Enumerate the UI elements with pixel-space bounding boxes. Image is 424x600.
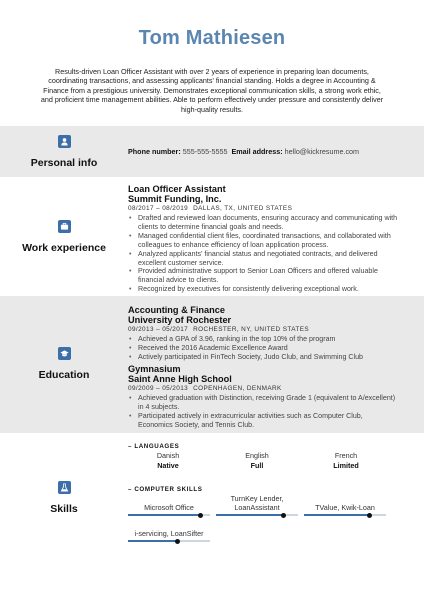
personal-info-section xyxy=(0,126,424,177)
education-location: COPENHAGEN, DENMARK xyxy=(193,385,282,392)
education-entry xyxy=(128,305,398,362)
education-bullets xyxy=(128,394,398,430)
section-title-education: Education xyxy=(38,369,90,381)
email-label: Email address: xyxy=(231,147,283,156)
job-bullets xyxy=(128,214,398,294)
work-experience-section xyxy=(0,177,424,296)
computer-skill-item xyxy=(128,529,210,542)
briefcase-icon xyxy=(58,220,71,233)
language-name: Danish xyxy=(156,451,180,460)
list-item: • Participated actively in extracurricular activities such as Computer Club, Economics Society, and Tennis Club. xyxy=(128,412,398,430)
phone-value: 555-555-5555 xyxy=(182,147,228,156)
education-location: ROCHESTER, NY, UNITED STATES xyxy=(193,326,310,333)
degree-title: Gymnasium xyxy=(128,364,181,374)
education-dates: 09/2013 – 05/2017 xyxy=(128,326,189,333)
language-name: English xyxy=(245,451,269,460)
job-meta xyxy=(128,205,398,213)
computer-skill-name: i-servicing, LoanSifter xyxy=(134,529,204,538)
degree-title: Accounting & Finance xyxy=(128,305,225,315)
computer-skill-item xyxy=(304,503,386,516)
graduation-cap-icon xyxy=(58,347,71,360)
skill-level-knob xyxy=(175,539,180,544)
skill-level-track xyxy=(304,514,386,516)
computer-skill-name: TValue, Kwik-Loan xyxy=(315,503,375,512)
skill-level-fill xyxy=(128,514,200,516)
education-entry xyxy=(128,364,398,430)
section-title-work-experience: Work experience xyxy=(22,242,106,254)
language-level: Native xyxy=(157,461,179,470)
profile-summary: Results-driven Loan Officer Assistant with over 2 years of experience in preparing loan documents, coordinating transactions, and assessing applicants' financial standing. Holds a degree in Accounting & Finance from a prestigious university. Demonstrates exceptional communication skills, a strong work ethic, and proficient time management abilities. Able to perform effectively under pressure and consistently deliver high-quality results. xyxy=(40,67,384,114)
section-title-skills: Skills xyxy=(50,503,78,515)
skill-level-knob xyxy=(281,513,286,518)
computer-skill-name: TurnKey Lender, LoanAssistant xyxy=(230,494,284,512)
list-item: • Received the 2016 Academic Excellence Award xyxy=(128,344,398,353)
candidate-name: Tom Mathiesen xyxy=(138,27,286,49)
language-level: Limited xyxy=(333,461,359,470)
language-name: French xyxy=(334,451,358,460)
education-meta xyxy=(128,385,398,393)
list-item: • Recognized by executives for consistently delivering exceptional work. xyxy=(128,285,398,294)
computer-skill-item xyxy=(128,503,210,516)
contact-line xyxy=(128,147,398,156)
list-item: • Achieved graduation with Distinction, receiving Grade 1 (equivalent to A/excellent) in 4 subjects. xyxy=(128,394,398,412)
list-item: • Analyzed applicants' financial status and negotiated contracts, and delivered excellent customer service. xyxy=(128,250,398,268)
section-title-personal-info: Personal info xyxy=(30,157,98,169)
job-title: Loan Officer Assistant xyxy=(128,184,226,194)
list-item: • Achieved a GPA of 3.96, ranking in the top 10% of the program xyxy=(128,335,398,344)
list-item: • Drafted and reviewed loan documents, ensuring accuracy and communicating with clients to determine financial goals and needs. xyxy=(128,214,398,232)
job-entry xyxy=(128,184,398,294)
job-dates: 08/2017 – 08/2019 xyxy=(128,205,189,212)
list-item: • Actively participated in FinTech Society, Judo Club, and Swimming Club xyxy=(128,353,398,362)
language-item xyxy=(217,451,297,470)
education-meta xyxy=(128,326,398,334)
job-location: DALLAS, TX, UNITED STATES xyxy=(193,205,293,212)
skill-level-track xyxy=(128,514,210,516)
flask-icon xyxy=(58,481,71,494)
list-item: • Provided administrative support to Senior Loan Officers and offered valuable financial advice to clients. xyxy=(128,267,398,285)
list-item: • Managed confidential client files, coordinated transactions, and collaborated with colleagues to enhance efficiency of loan application process. xyxy=(128,232,398,250)
education-bullets xyxy=(128,335,398,362)
skills-section xyxy=(0,433,424,573)
skill-level-fill xyxy=(128,540,177,542)
education-dates: 09/2009 – 05/2013 xyxy=(128,385,189,392)
skill-level-knob xyxy=(198,513,203,518)
computer-skill-item xyxy=(216,494,298,516)
school-name: Saint Anne High School xyxy=(128,374,232,384)
skill-level-track xyxy=(128,540,210,542)
language-item xyxy=(306,451,386,470)
skill-level-knob xyxy=(367,513,372,518)
school-name: University of Rochester xyxy=(128,315,232,325)
email-value: hello@kickresume.com xyxy=(284,147,360,156)
language-item xyxy=(128,451,208,470)
computer-skills-heading: – COMPUTER SKILLS xyxy=(128,486,203,493)
skill-level-track xyxy=(216,514,298,516)
education-section xyxy=(0,296,424,433)
languages-heading: – LANGUAGES xyxy=(128,443,180,450)
company-name: Summit Funding, Inc. xyxy=(128,194,222,204)
skill-level-fill xyxy=(216,514,283,516)
skill-level-fill xyxy=(304,514,370,516)
language-level: Full xyxy=(250,461,264,470)
computer-skill-name: Microsoft Office xyxy=(144,503,194,512)
phone-label: Phone number: xyxy=(128,147,181,156)
person-icon xyxy=(58,135,71,148)
